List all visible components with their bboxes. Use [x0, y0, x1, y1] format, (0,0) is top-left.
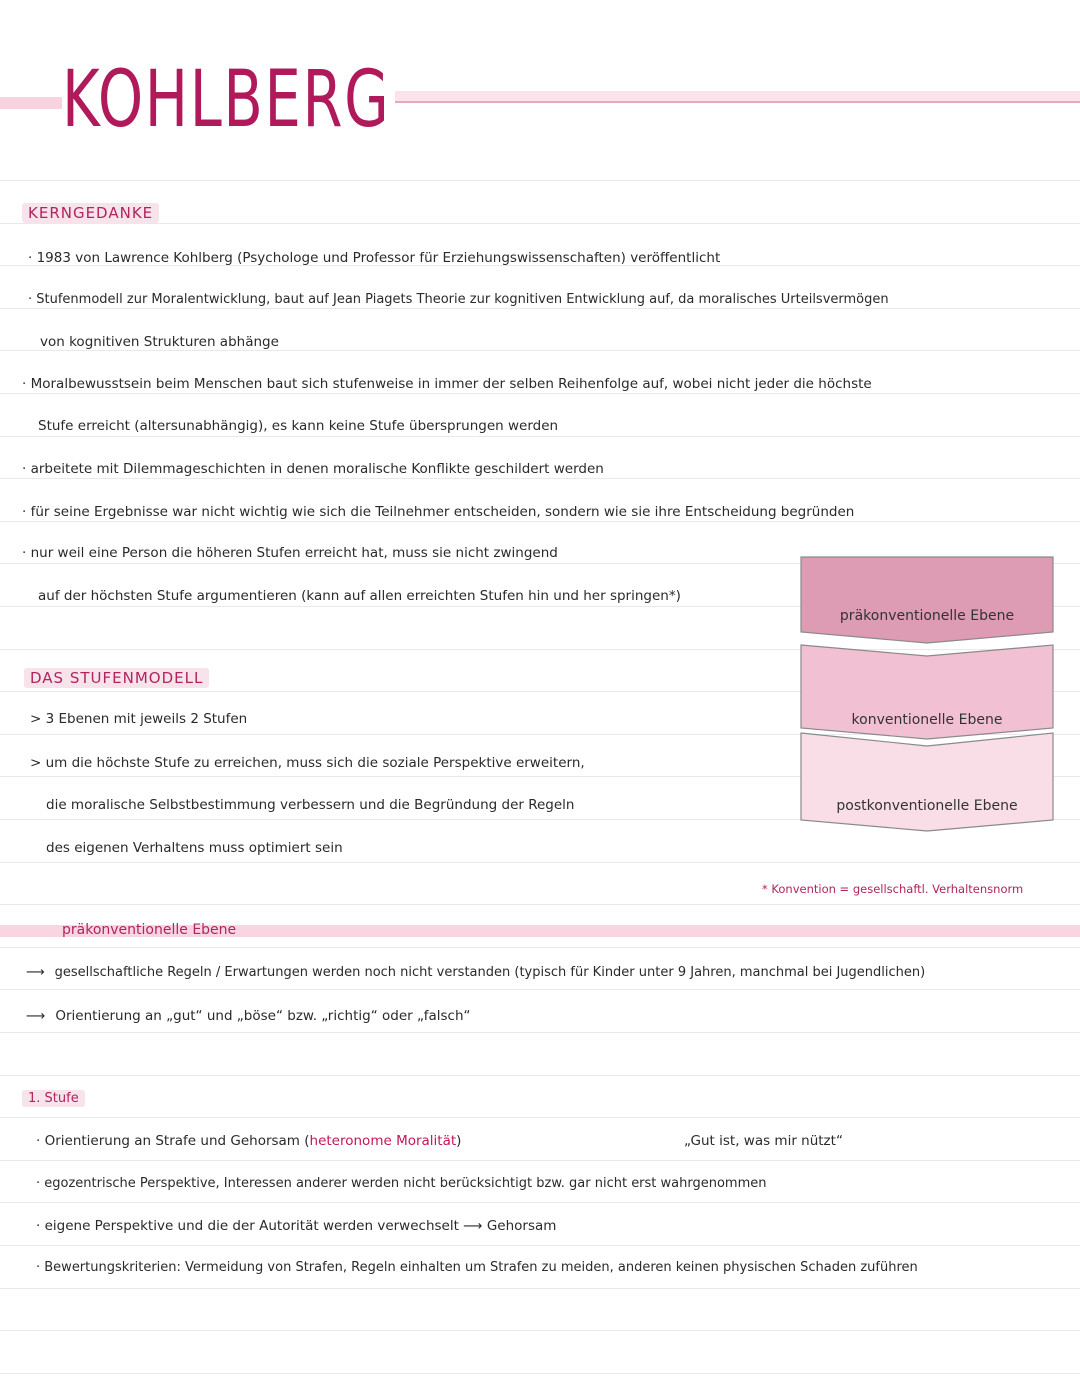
chevron-label-2: konventionelle Ebene [851, 712, 1003, 728]
ruling-line [0, 862, 1080, 863]
kern-line-1: · 1983 von Lawrence Kohlberg (Psychologe und Professor für Erziehungswissenschaften) veröffentlicht [28, 250, 721, 266]
page-title: KOHLBERG [62, 55, 391, 145]
kern-line-7: · für seine Ergebnisse war nicht wichtig wie sich die Teilnehmer entscheiden, sondern wie sie ihre Entscheidung begründen [22, 504, 855, 520]
prae-line-2-text: Orientierung an „gut“ und „böse“ bzw. „richtig“ oder „falsch“ [55, 1008, 471, 1024]
ruling-line [0, 1288, 1080, 1289]
prae-line-1-text: gesellschaftliche Regeln / Erwartungen werden noch nicht verstanden (typisch für Kinder unter 9 Jahren, manchmal bei Jugendlichen) [54, 965, 926, 980]
section-heading-stufenmodell: DAS STUFENMODELL [24, 668, 209, 688]
ruling-line [0, 1330, 1080, 1331]
section-heading-praekonventionell: präkonventionelle Ebene [62, 922, 237, 938]
ruling-line [0, 180, 1080, 181]
arrow-right-icon: ⟶ [26, 965, 45, 980]
stufen-line-4: des eigenen Verhaltens muss optimiert sein [46, 840, 343, 856]
ruling-line [0, 478, 1080, 479]
title-area [0, 55, 1080, 145]
stufen-line-2: > um die höchste Stufe zu erreichen, muss sich die soziale Perspektive erweitern, [30, 755, 585, 771]
ruling-line [0, 1160, 1080, 1161]
prae-line-2 [26, 1008, 471, 1024]
ruling-line [0, 393, 1080, 394]
stufe1-line-1 [36, 1133, 461, 1149]
ruling-line [0, 1117, 1080, 1118]
stufe1-line-4: · Bewertungskriterien: Vermeidung von Strafen, Regeln einhalten um Strafen zu meiden, anderen keinen physischen Schaden zuführen [36, 1260, 918, 1275]
arrow-right-icon: ⟶ [26, 1008, 46, 1024]
kern-line-8: · nur weil eine Person die höheren Stufen erreicht hat, muss sie nicht zwingend [22, 545, 558, 561]
kern-line-6: · arbeitete mit Dilemmageschichten in denen moralische Konflikte geschildert werden [22, 461, 604, 477]
title-underline-left [0, 97, 62, 109]
ruling-line [0, 308, 1080, 309]
footnote-konvention: * Konvention = gesellschaftl. Verhaltensnorm [762, 882, 1024, 896]
stufen-line-3: die moralische Selbstbestimmung verbessern und die Begründung der Regeln [46, 797, 575, 813]
ruling-line [0, 904, 1080, 905]
ruling-line [0, 521, 1080, 522]
stufe1-heteronom: heteronome Moralität [309, 1133, 457, 1149]
chevron-postkonventionell [800, 732, 1054, 832]
stufe1-line-1-b: ) [456, 1133, 462, 1149]
ruling-line [0, 223, 1080, 224]
kern-line-9: auf der höchsten Stufe argumentieren (kann auf allen erreichten Stufen hin und her springen*) [38, 588, 681, 604]
kern-line-3: von kognitiven Strukturen abhänge [40, 334, 279, 350]
kern-line-2: · Stufenmodell zur Moralentwicklung, baut auf Jean Piagets Theorie zur kognitiven Entwicklung auf, da moralisches Urteilsvermögen [28, 292, 889, 307]
section-heading-kerngedanke: KERNGEDANKE [22, 203, 159, 223]
chevron-shape-3 [800, 732, 1054, 832]
ruling-line [0, 350, 1080, 351]
stufe1-line-3: · eigene Perspektive und die der Autorität werden verwechselt ⟶ Gehorsam [36, 1218, 557, 1234]
ruling-line [0, 1245, 1080, 1246]
ruling-line [0, 1202, 1080, 1203]
stufe1-line-1-a: · Orientierung an Strafe und Gehorsam ( [36, 1133, 310, 1149]
title-underline-band [395, 91, 1080, 101]
stufe1-line-2: · egozentrische Perspektive, Interessen anderer werden nicht berücksichtigt bzw. gar nicht erst wahrgenommen [36, 1176, 767, 1191]
chevron-konventionell [800, 644, 1054, 740]
ruling-line [0, 436, 1080, 437]
kern-line-4: · Moralbewusstsein beim Menschen baut sich stufenweise in immer der selben Reihenfolge auf, wobei nicht jeder die höchste [22, 376, 872, 392]
kern-line-5: Stufe erreicht (altersunabhängig), es kann keine Stufe übersprungen werden [38, 418, 559, 434]
chevron-shape-1 [800, 556, 1054, 644]
title-underline-right [395, 101, 1080, 103]
ruling-line [0, 1373, 1080, 1374]
ruling-line [0, 1032, 1080, 1033]
prae-line-1 [26, 965, 925, 980]
stufen-line-1: > 3 Ebenen mit jeweils 2 Stufen [30, 711, 248, 727]
chevron-label-3: postkonventionelle Ebene [836, 798, 1018, 814]
ruling-line [0, 947, 1080, 948]
chevron-praekonventionell [800, 556, 1054, 644]
chevron-label-1: präkonventionelle Ebene [839, 608, 1015, 624]
ruling-line [0, 989, 1080, 990]
section-heading-stufe1: 1. Stufe [22, 1090, 85, 1107]
ruling-line [0, 1075, 1080, 1076]
stufe1-quote: „Gut ist, was mir nützt“ [684, 1133, 843, 1149]
